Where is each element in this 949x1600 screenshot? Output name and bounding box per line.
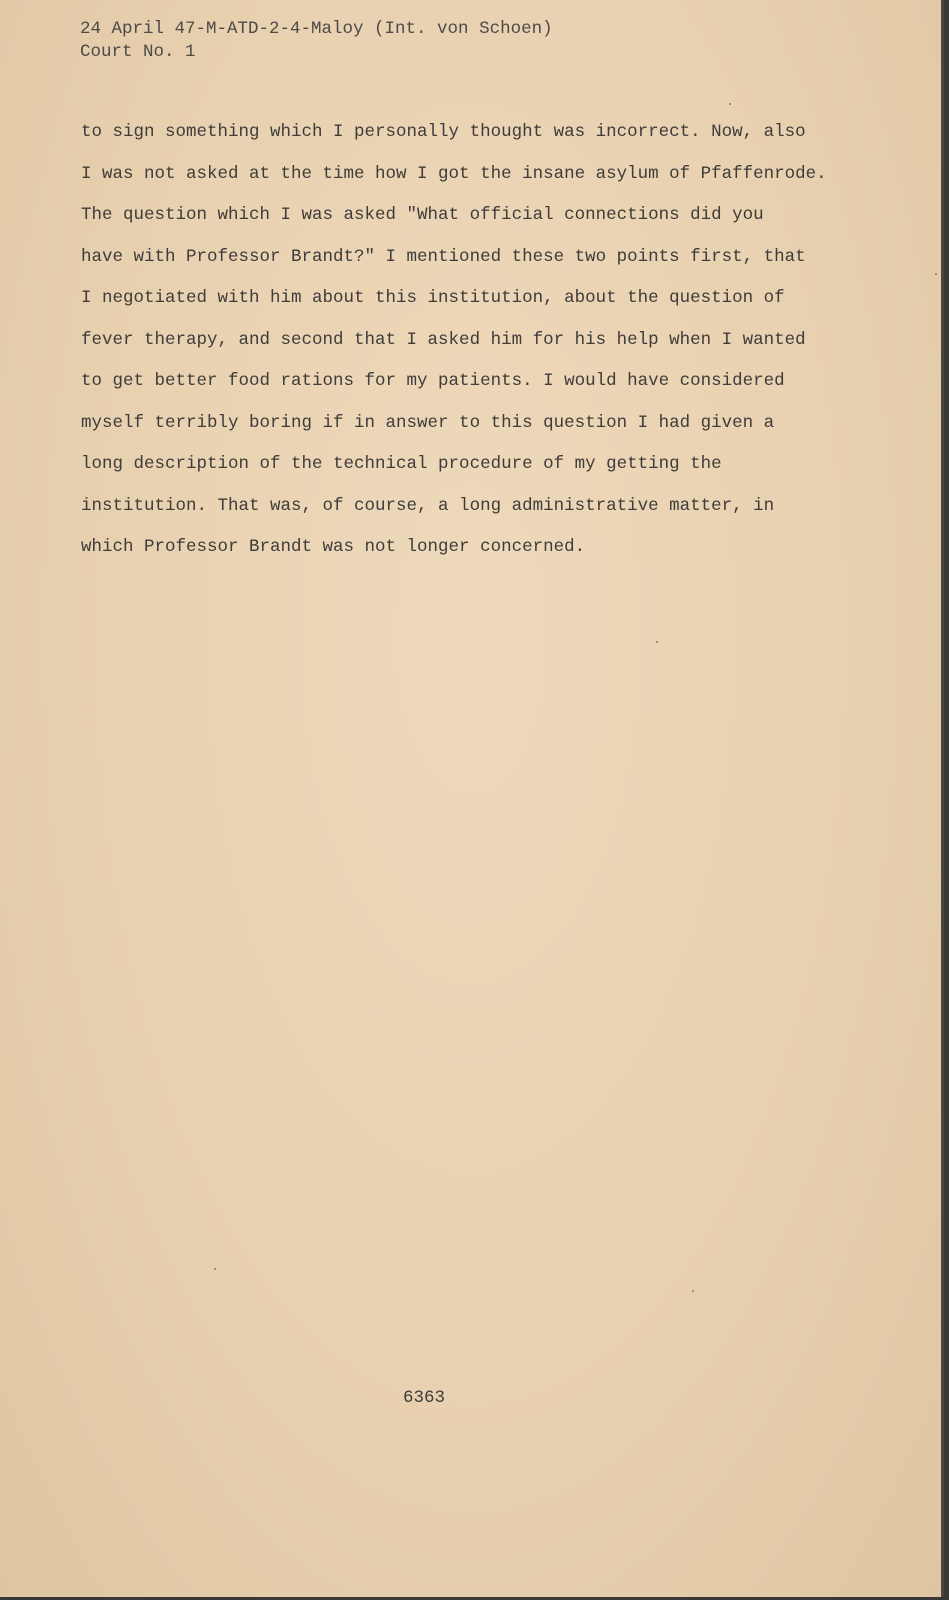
transcript-line: to get better food rations for my patients. I would have considered <box>81 371 785 391</box>
transcript-line: which Professor Brandt was not longer concerned. <box>81 537 586 557</box>
paper-speck <box>729 103 731 105</box>
transcript-line: have with Professor Brandt?" I mentioned these two points first, that <box>81 246 806 267</box>
paper-speck <box>692 1290 694 1292</box>
header-court-line: Court No. 1 <box>80 42 196 62</box>
transcript-line: I negotiated with him about this institution, about the question of <box>81 288 785 308</box>
transcript-body <box>81 118 841 575</box>
transcript-line: institution. That was, of course, a long administrative matter, in <box>81 495 775 516</box>
header-reference-line: 24 April 47-M-ATD-2-4-Maloy (Int. von Schoen) <box>80 19 553 39</box>
transcript-line: myself terribly boring if in answer to this question I had given a <box>81 412 775 433</box>
page-number: 6363 <box>403 1388 446 1408</box>
paper-speck <box>935 273 937 275</box>
paper-speck <box>656 641 658 643</box>
transcript-line: to sign something which I personally thought was incorrect. Now, also <box>81 122 806 142</box>
transcript-line: fever therapy, and second that I asked him for his help when I wanted <box>81 329 806 350</box>
paper-speck <box>214 1268 216 1270</box>
transcript-line: long description of the technical procedure of my getting the <box>81 454 722 474</box>
document-header <box>80 18 553 64</box>
transcript-line: The question which I was asked "What official connections did you <box>81 205 764 225</box>
transcript-line: I was not asked at the time how I got the insane asylum of Pfaffenrode. <box>81 163 827 184</box>
